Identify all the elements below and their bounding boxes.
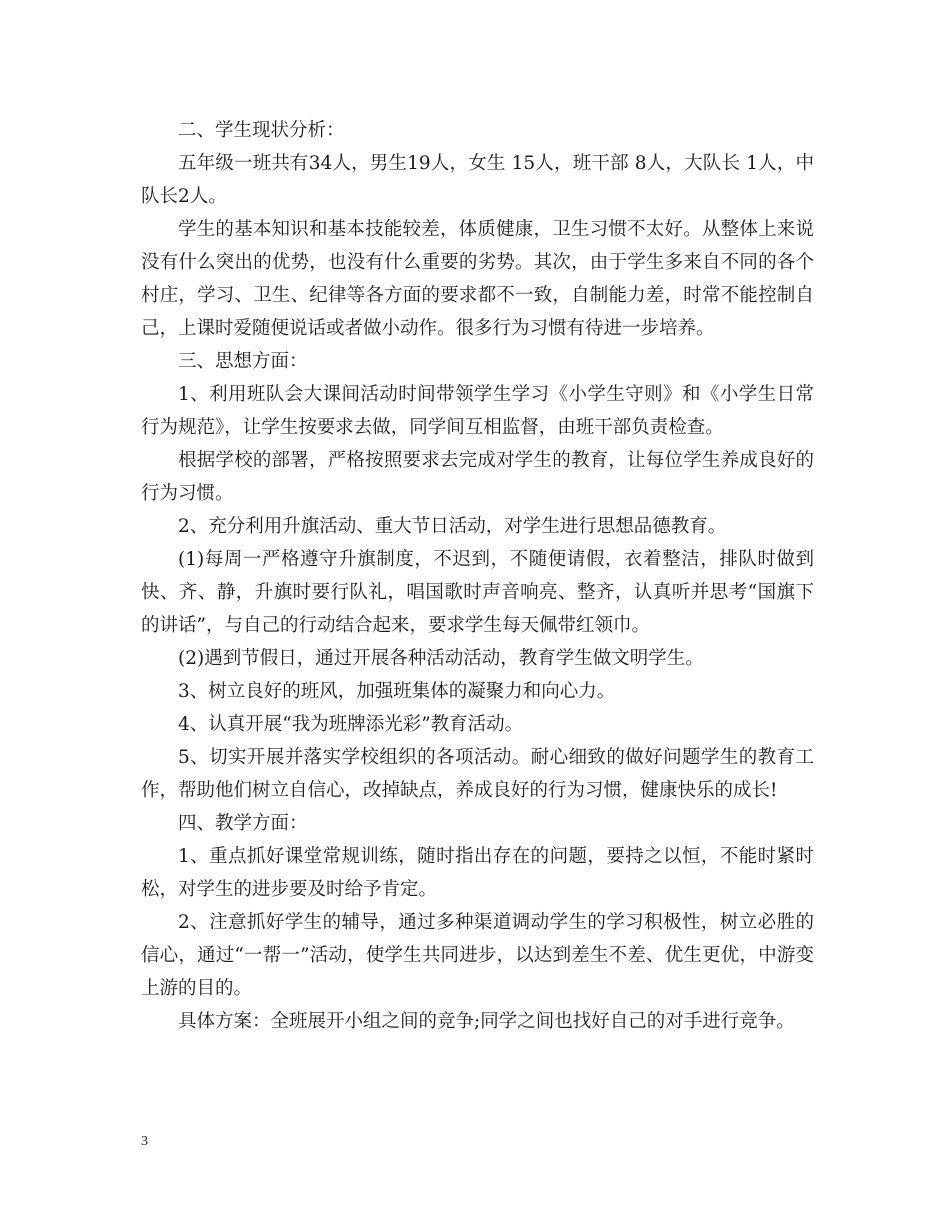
paragraph-teaching-item-2: 2、注意抓好学生的辅导，通过多种渠道调动学生的学习积极性，树立必胜的信心，通过“一帮一”活动，使学生共同进步，以达到差生不差、优生更优，中游变上游的目的。 (141, 912, 814, 999)
paragraph-item-1: 1、利用班队会大课间活动时间带领学生学习《小学生守则》和《小学生日常行为规范》，让学生按要求去做，同学间互相监督，由班干部负责检查。 (141, 384, 814, 438)
paragraph-school-deployment: 根据学校的部署，严格按照要求去完成对学生的教育，让每位学生养成良好的行为习惯。 (141, 450, 814, 504)
section-heading-teaching: 四、教学方面： (178, 813, 308, 834)
document-body (141, 114, 814, 1038)
section-heading-ideology: 三、思想方面： (178, 351, 308, 372)
paragraph-specific-plan: 具体方案：全班展开小组之间的竞争;同学之间也找好自己的对手进行竞争。 (178, 1011, 795, 1032)
paragraph-item-3: 3、树立良好的班风，加强班集体的凝聚力和向心力。 (178, 681, 616, 702)
paragraph-student-analysis: 学生的基本知识和基本技能较差，体质健康，卫生习惯不太好。从整体上来说没有什么突出的优势，也没有什么重要的劣势。其次，由于学生多来自不同的各个村庄，学习、卫生、纪律等各方面的要求都不一致，自制能力差，时常不能控制自己，上课时爱随便说话或者做小动作。很多行为习惯有待进一步培养。 (141, 219, 814, 339)
paragraph-item-2: 2、充分利用升旗活动、重大节日活动，对学生进行思想品德教育。 (178, 516, 727, 537)
section-heading-student-status: 二、学生现状分析： (178, 120, 345, 141)
paragraph-subitem-2: (2)遇到节假日，通过开展各种活动活动，教育学生做文明学生。 (178, 648, 704, 669)
page-number: 3 (141, 1134, 148, 1149)
paragraph-subitem-1: (1)每周一严格遵守升旗制度，不迟到，不随便请假，衣着整洁，排队时做到快、齐、静，升旗时要行队礼，唱国歌时声音响亮、整齐，认真听并思考“国旗下的讲话”，与自己的行动结合起来，要求学生每天佩带红领巾。 (141, 549, 814, 636)
paragraph-class-composition: 五年级一班共有34人，男生19人，女生 15人，班干部 8人，大队长 1人，中队长2人。 (141, 153, 814, 207)
paragraph-item-4: 4、认真开展“我为班牌添光彩”教育活动。 (178, 714, 524, 735)
paragraph-teaching-item-1: 1、重点抓好课堂常规训练，随时指出存在的问题，要持之以恒，不能时紧时松，对学生的进步要及时给予肯定。 (141, 846, 814, 900)
paragraph-item-5: 5、切实开展并落实学校组织的各项活动。耐心细致的做好问题学生的教育工作，帮助他们树立自信心，改掉缺点，养成良好的行为习惯，健康快乐的成长! (141, 747, 814, 801)
